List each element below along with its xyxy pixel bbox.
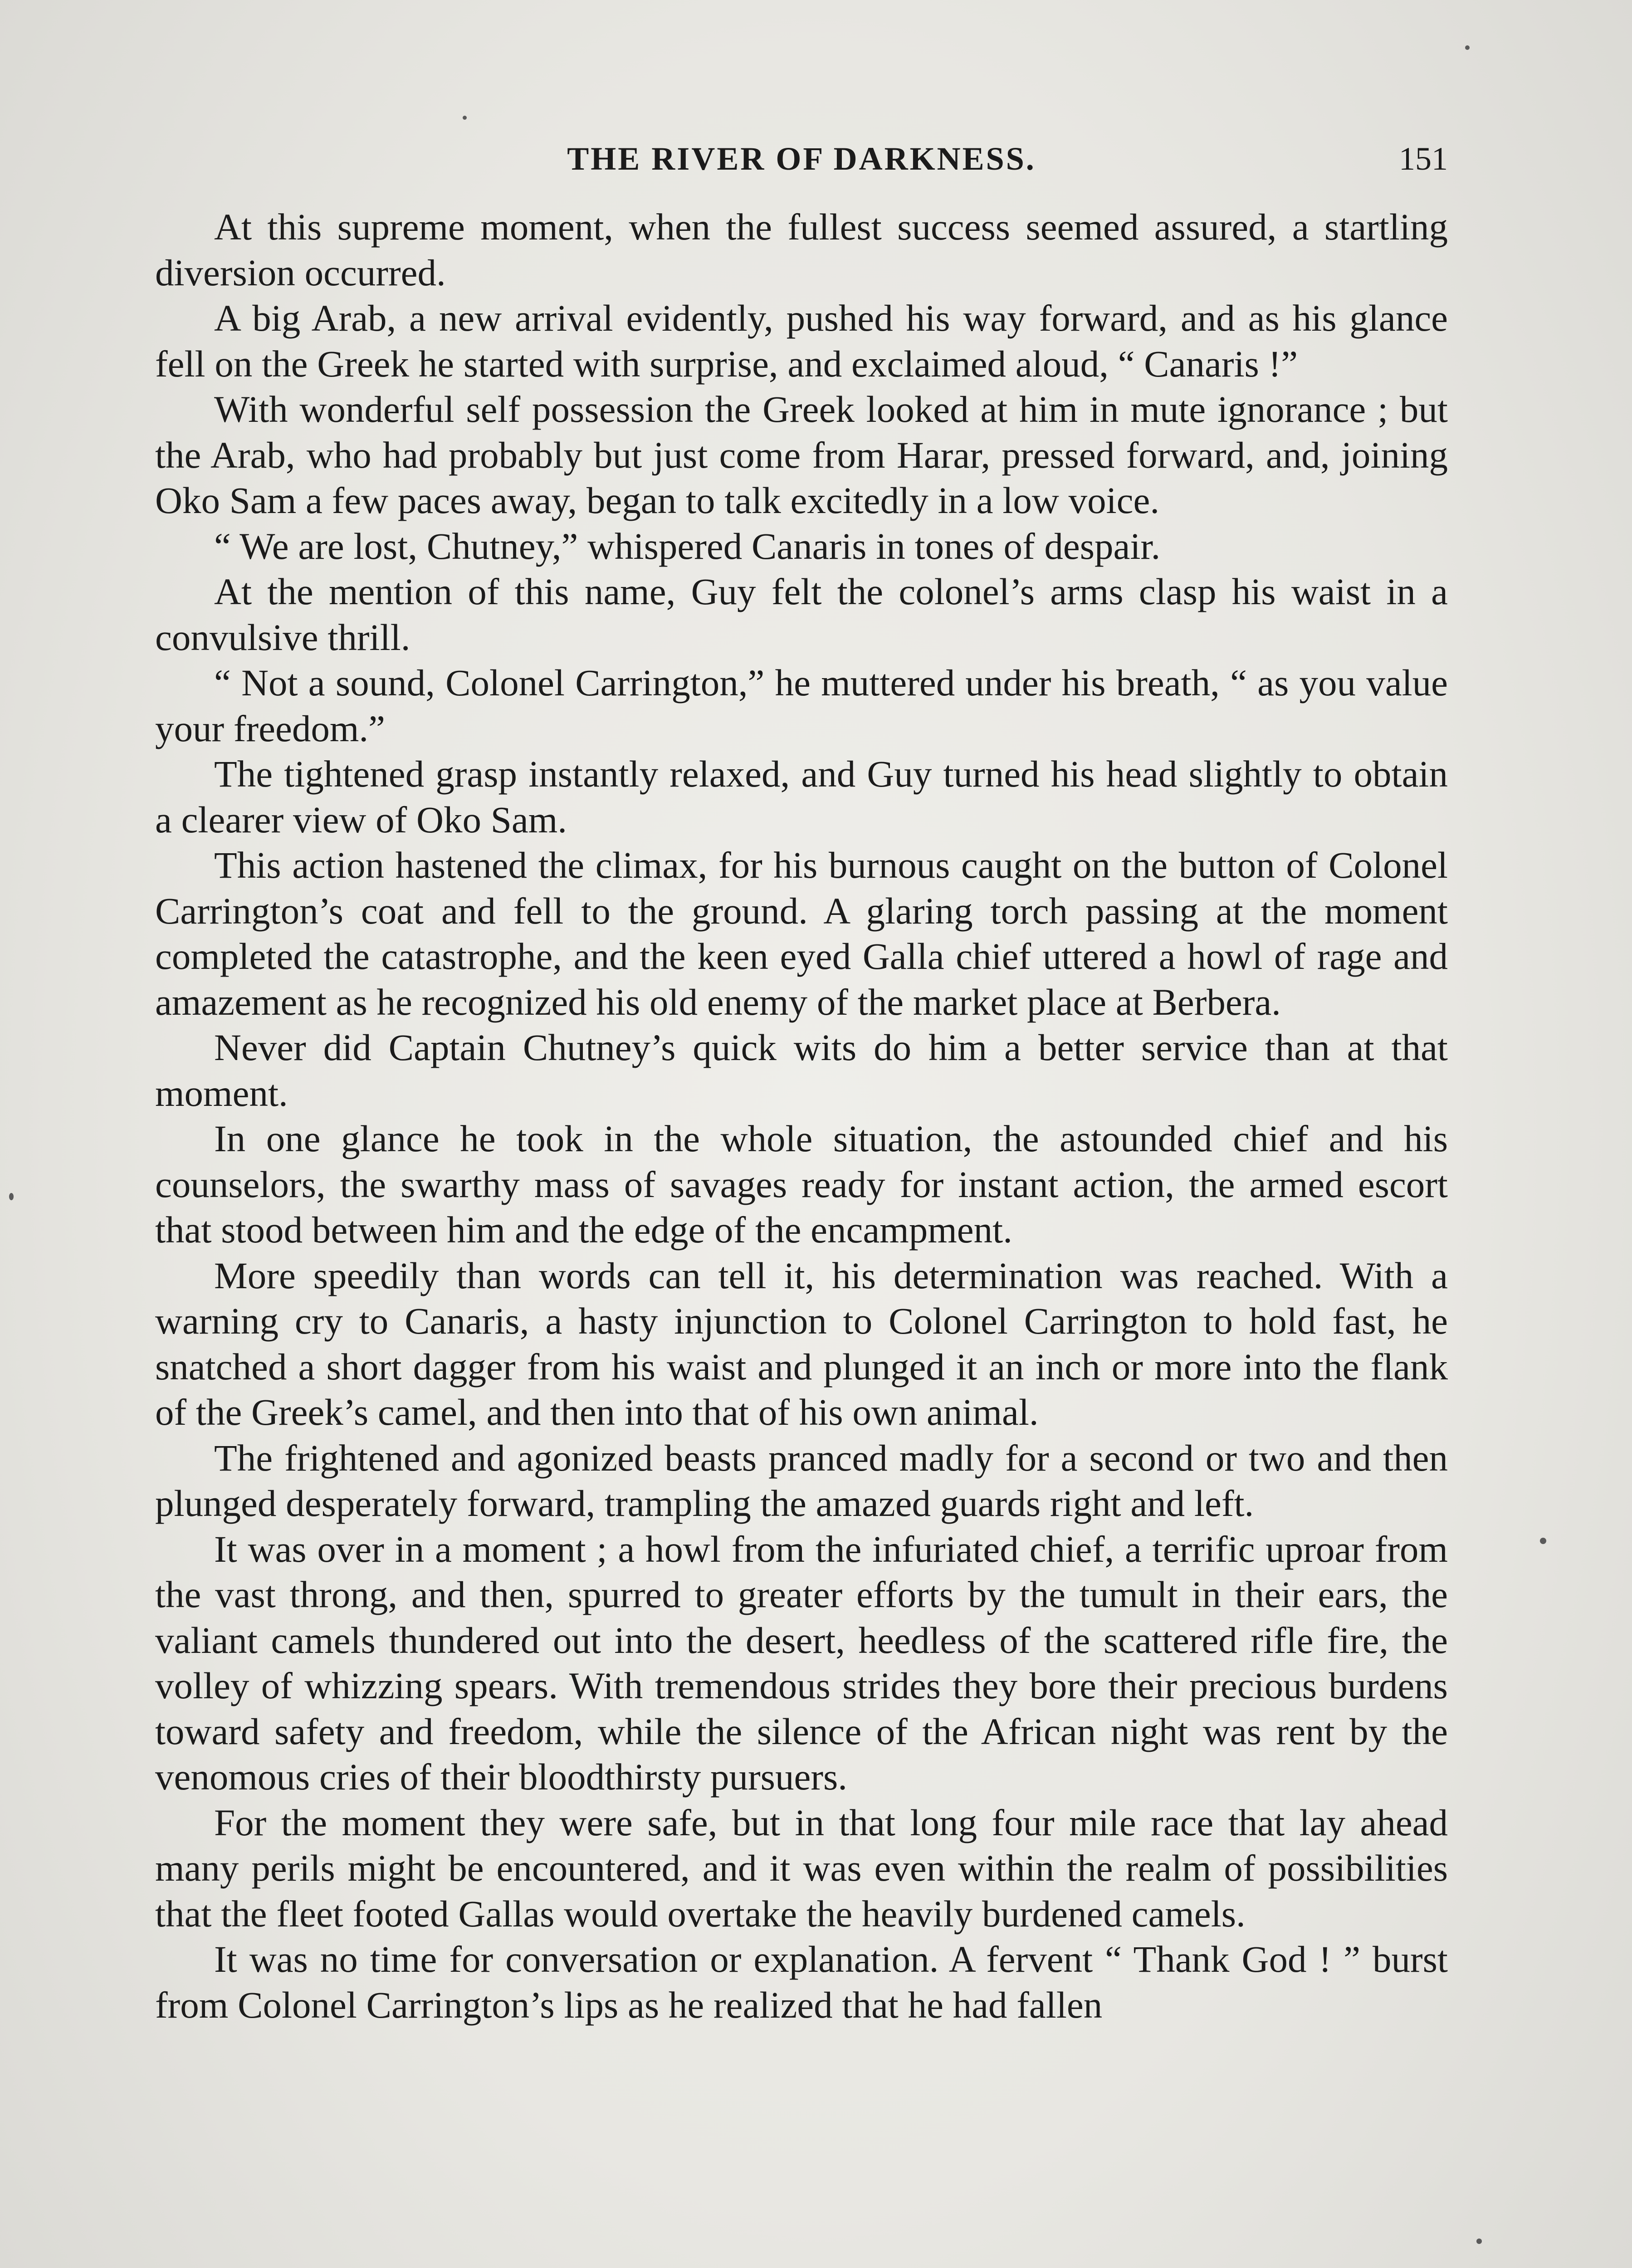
paragraph: It was no time for conversation or explanation. A fervent “ Thank God ! ” burst from Colonel Carrington’s lips as he realized that he had fallen: [155, 1938, 1448, 2026]
scan-speck: [1540, 1538, 1546, 1544]
paragraph: With wonderful self possession the Greek looked at him in mute ignorance ; but the Arab, who had probably but just come from Harar, pressed forward, and, joining Oko Sam a few paces away, began to talk excitedly in a low voice.: [155, 388, 1448, 521]
paragraph: It was over in a moment ; a howl from the infuriated chief, a terrific uproar from the vast throng, and then, spurred to greater efforts by the tumult in their ears, the valiant camels thundered out into the desert, heedless of the scattered rifle fire, the volley of whizzing spears. With tremendous strides they bore their precious burdens toward safety and freedom, while the silence of the African night was rent by the venomous cries of their bloodthirsty pursuers.: [155, 1528, 1448, 1798]
paragraph: “ We are lost, Chutney,” whispered Canaris in tones of despair.: [214, 525, 1161, 567]
paragraph: At the mention of this name, Guy felt the colonel’s arms clasp his waist in a convulsive thrill.: [155, 571, 1448, 658]
paragraph: For the moment they were safe, but in that long four mile race that lay ahead many perils might be encountered, and it was even within the realm of possibilities that the fleet footed Gallas would overtake the heavily burdened camels.: [155, 1801, 1448, 1935]
paragraph: “ Not a sound, Colonel Carrington,” he muttered under his breath, “ as you value your freedom.”: [155, 662, 1448, 749]
running-title: THE RIVER OF DARKNESS.: [567, 141, 1036, 177]
page-header: [155, 134, 1448, 184]
paragraph: This action hastened the climax, for his burnous caught on the button of Colonel Carrington’s coat and fell to the ground. A glaring torch passing at the moment completed the catastrophe, and the keen eyed Galla chief uttered a howl of rage and amazement as he recognized his old enemy of the market place at Berbera.: [155, 844, 1448, 1023]
scan-speck: [1476, 2239, 1482, 2244]
paragraph: In one glance he took in the whole situation, the astounded chief and his counselors, the swarthy mass of savages ready for instant action, the armed escort that stood between him and the edge of the encampment.: [155, 1118, 1448, 1251]
paragraph: More speedily than words can tell it, his determination was reached. With a warning cry to Canaris, a hasty injunction to Colonel Carrington to hold fast, he snatched a short dagger from his waist and plunged it an inch or more into the flank of the Greek’s camel, and then into that of his own animal.: [155, 1254, 1448, 1433]
scan-speck: [463, 116, 467, 120]
paragraph: A big Arab, a new arrival evidently, pushed his way forward, and as his glance fell on the Greek he started with surprise, and exclaimed aloud, “ Canaris !”: [155, 297, 1448, 385]
paragraph: At this supreme moment, when the fullest success seemed assured, a startling diversion occurred.: [155, 206, 1448, 293]
paragraph: The frightened and agonized beasts pranced madly for a second or two and then plunged desperately forward, trampling the amazed guards right and left.: [155, 1437, 1448, 1524]
paragraph: The tightened grasp instantly relaxed, and Guy turned his head slightly to obtain a clearer view of Oko Sam.: [155, 753, 1448, 841]
paragraph: Never did Captain Chutney’s quick wits do him a better service than at that moment.: [155, 1026, 1448, 1114]
scan-speck: [1465, 45, 1470, 50]
page-number: 151: [1399, 141, 1448, 177]
scan-speck: [9, 1193, 14, 1200]
body-text: [155, 204, 1448, 2268]
